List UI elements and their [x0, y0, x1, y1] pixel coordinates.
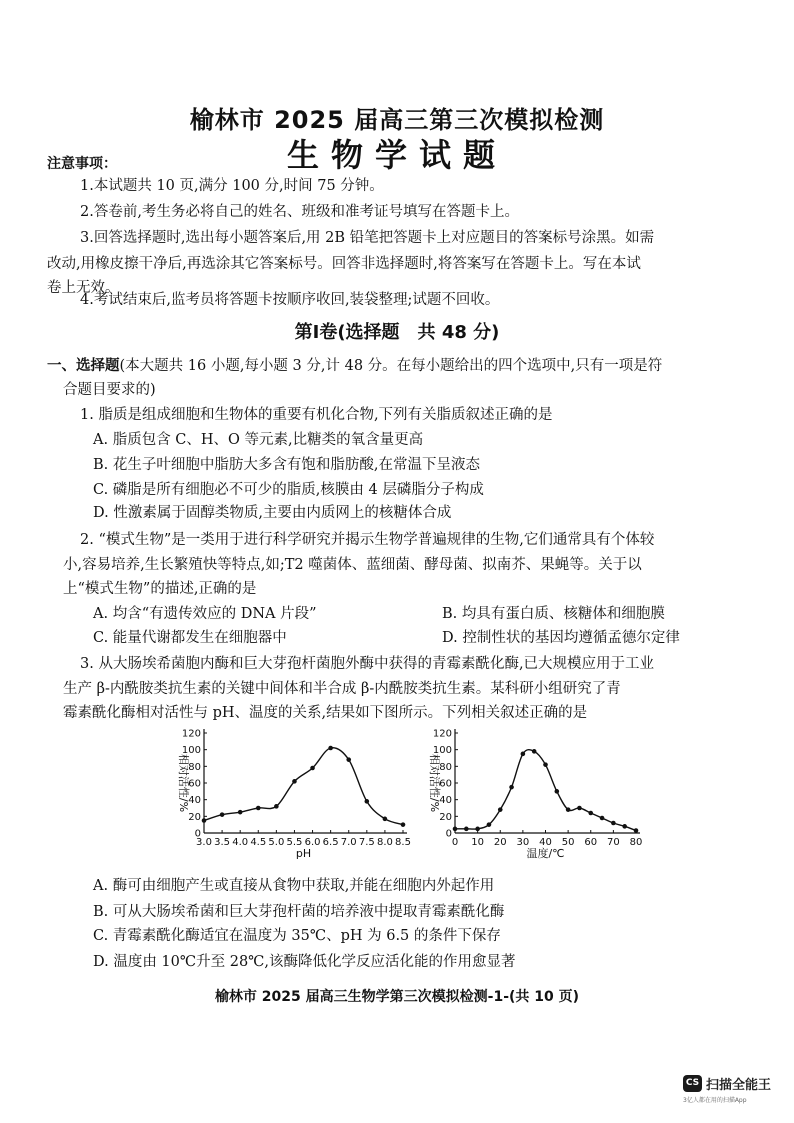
notice-item-3: 3.回答选择题时,选出每小题答案后,用 2B 铅笔把答题卡上对应题目的答案标号涂黑。如需: [80, 230, 655, 246]
section-intro-label: 一、选择题: [47, 358, 120, 374]
temp-chart-x-tick-label: 30: [516, 837, 530, 848]
temp-chart-data-point: [634, 828, 639, 833]
temp-chart-y-tick-label: 80: [439, 761, 452, 773]
q1-option-b: B. 花生子叶细胞中脂肪大多含有饱和脂肪酸,在常温下呈液态: [93, 457, 480, 473]
temp-chart-data-point: [566, 807, 571, 812]
q3-option-a: A. 酶可由细胞产生或直接从食物中获取,并能在细胞内外起作用: [93, 878, 495, 894]
ph-chart-x-tick-label: 5.5: [286, 837, 303, 848]
q3-option-b: B. 可从大肠埃希菌和巨大芽孢杆菌的培养液中提取青霉素酰化酶: [93, 904, 505, 920]
q2-stem-1: 2. “模式生物”是一类用于进行科学研究并揭示生物学普遍规律的生物,它们通常具有个体较: [80, 532, 655, 548]
notice-item-1: 1.本试题共 10 页,满分 100 分,时间 75 分钟。: [80, 178, 384, 194]
q3-stem-1: 3. 从大肠埃希菌胞内酶和巨大芽孢杆菌胞外酶中获得的青霉素酰化酶,已大规模应用于工业: [80, 656, 655, 672]
temp-chart-data-point: [555, 789, 560, 794]
ph-chart-x-tick-label: 6.0: [304, 837, 321, 848]
q1-option-c: C. 磷脂是所有细胞必不可少的脂质,核膜由 4 层磷脂分子构成: [93, 482, 484, 498]
q1-option-d: D. 性激素属于固醇类物质,主要由内质网上的核糖体合成: [93, 505, 452, 521]
q2-stem-2: 小,容易培养,生长繁殖快等特点,如;T2 噬菌体、蓝细菌、酵母菌、拟南芥、果蝇等。关于以: [63, 557, 642, 573]
q2-option-c: C. 能量代谢都发生在细胞器中: [93, 630, 287, 646]
ph-chart-y-tick-label: 80: [188, 761, 201, 773]
temp-chart-y-tick-label: 60: [439, 778, 452, 790]
ph-chart-data-point: [256, 806, 261, 811]
ph-chart-x-tick-label: 6.5: [322, 837, 339, 848]
ph-activity-chart: [160, 725, 420, 870]
temp-chart-x-tick-label: 50: [561, 837, 575, 848]
ph-chart-series-line: [204, 748, 403, 825]
ph-chart-data-point: [383, 817, 388, 822]
temp-chart-data-point: [464, 827, 469, 832]
temp-chart-data-point: [543, 762, 548, 767]
ph-chart-data-point: [328, 746, 333, 751]
temp-chart-data-point: [611, 821, 616, 826]
scanner-watermark: [683, 1071, 791, 1111]
temp-chart-y-axis-label: 相对活性/%: [428, 753, 441, 813]
temp-chart-x-tick-label: 70: [607, 837, 620, 848]
temp-chart-x-tick-label: 20: [493, 837, 507, 848]
temp-chart-data-point: [498, 807, 503, 812]
ph-chart-y-tick-label: 40: [188, 795, 201, 807]
ph-chart-y-tick-label: 20: [188, 811, 201, 823]
temp-chart-y-tick-label: 20: [439, 811, 452, 823]
temp-chart-data-point: [487, 822, 492, 827]
temp-chart-y-tick-label: 120: [432, 728, 452, 740]
temp-chart-data-point: [521, 752, 526, 757]
temp-chart-y-tick-label: 0: [445, 828, 452, 840]
notice-item-3-cont: 改动,用橡皮擦干净后,再选涂其它答案标号。回答非选择题时,将答案写在答题卡上。写在本试: [47, 256, 641, 272]
ph-chart-y-tick-label: 60: [188, 778, 201, 790]
notice-item-2: 2.答卷前,考生务必将自己的姓名、班级和准考证号填写在答题卡上。: [80, 204, 519, 220]
ph-chart-data-point: [365, 799, 370, 804]
q3-option-d: D. 温度由 10℃升至 28℃,该酶降低化学反应活化能的作用愈显著: [93, 954, 516, 970]
ph-chart-y-tick-label: 100: [181, 745, 201, 757]
ph-chart-data-point: [238, 810, 243, 815]
ph-chart-data-point: [292, 779, 297, 784]
ph-chart-x-tick-label: 3.0: [196, 837, 212, 848]
exam-title: 榆林市 2025 届高三第三次模拟检测: [189, 106, 605, 134]
temp-chart-x-tick-label: 10: [471, 837, 484, 848]
q3-stem-3: 霉素酰化酶相对活性与 pH、温度的关系,结果如下图所示。下列相关叙述正确的是: [63, 705, 588, 721]
notice-item-3-end: 卷上无效。: [47, 280, 120, 296]
scanner-tagline: 3亿人都在用的扫描App: [683, 1097, 747, 1104]
ph-chart-x-axis-label: pH: [295, 847, 312, 860]
q1-stem: 1. 脂质是组成细胞和生物体的重要有机化合物,下列有关脂质叙述正确的是: [80, 407, 553, 423]
q1-option-a: A. 脂质包含 C、H、O 等元素,比糖类的氧含量更高: [93, 432, 424, 448]
notice-item-4: 4.考试结束后,监考员将答题卡按顺序收回,装袋整理;试题不回收。: [80, 292, 500, 308]
ph-chart-x-tick-label: 4.5: [250, 837, 267, 848]
section-intro-text: (本大题共 16 小题,每小题 3 分,计 48 分。在每小题给出的四个选项中,只有一项是符: [119, 358, 663, 374]
q2-option-a: A. 均含“有遗传效应的 DNA 片段”: [93, 606, 317, 622]
section-intro: [47, 355, 662, 377]
section-title: 第Ⅰ卷(选择题 共 48 分): [294, 322, 500, 343]
temp-chart-data-point: [577, 806, 582, 811]
ph-chart-data-point: [202, 818, 207, 823]
ph-chart-data-point: [346, 757, 351, 762]
scanner-app-name: 扫描全能王: [706, 1078, 772, 1093]
ph-chart-y-tick-label: 120: [181, 728, 201, 740]
temp-chart-series-line: [455, 750, 636, 831]
ph-chart-y-tick-label: 0: [194, 828, 201, 840]
temp-chart-data-point: [475, 827, 480, 832]
q3-stem-2: 生产 β-内酰胺类抗生素的关键中间体和半合成 β-内酰胺类抗生素。某科研小组研究了青: [63, 681, 621, 697]
temp-chart-y-tick-label: 100: [432, 745, 452, 757]
temp-chart-x-tick-label: 80: [629, 837, 643, 848]
ph-chart-x-tick-label: 3.5: [214, 837, 231, 848]
temperature-activity-chart: [400, 725, 655, 870]
ph-chart-x-tick-label: 4.0: [232, 837, 249, 848]
temp-chart-data-point: [600, 816, 605, 821]
temp-chart-x-tick-label: 60: [584, 837, 598, 848]
temp-chart-data-point: [588, 811, 593, 816]
temp-chart-data-point: [509, 785, 514, 790]
temp-chart-data-point: [453, 827, 458, 832]
temp-chart-x-tick-label: 0: [451, 837, 459, 848]
q2-option-d: D. 控制性状的基因均遵循孟德尔定律: [442, 630, 680, 646]
q2-option-b: B. 均具有蛋白质、核糖体和细胞膜: [442, 606, 665, 622]
ph-chart-x-tick-label: 7.5: [358, 837, 375, 848]
ph-chart-data-point: [220, 812, 225, 817]
temp-chart-y-tick-label: 40: [439, 795, 452, 807]
notice-heading: 注意事项：: [47, 156, 117, 172]
q3-option-c: C. 青霉素酰化酶适宜在温度为 35℃、pH 为 6.5 的条件下保存: [93, 928, 501, 944]
ph-chart-data-point: [274, 804, 279, 809]
exam-subtitle: 生物学试题: [286, 136, 507, 174]
temp-chart-data-point: [532, 749, 537, 754]
ph-chart-x-tick-label: 7.0: [340, 837, 357, 848]
q2-stem-3: 上“模式生物”的描述,正确的是: [63, 581, 257, 597]
temp-chart-x-tick-label: 40: [539, 837, 552, 848]
section-intro-cont: 合题目要求的): [63, 382, 156, 398]
scanner-logo-icon: CS: [683, 1075, 702, 1092]
ph-chart-x-tick-label: 5.0: [268, 837, 285, 848]
page-footer: 榆林市 2025 届高三生物学第三次模拟检测-1-(共 10 页): [214, 989, 580, 1005]
temp-chart-data-point: [622, 824, 627, 829]
ph-chart-y-axis-label: 相对活性/%: [177, 753, 190, 813]
temp-chart-x-axis-label: 温度/℃: [526, 847, 565, 860]
ph-chart-x-tick-label: 8.5: [395, 837, 411, 848]
ph-chart-data-point: [310, 766, 315, 771]
ph-chart-x-tick-label: 8.0: [376, 837, 393, 848]
